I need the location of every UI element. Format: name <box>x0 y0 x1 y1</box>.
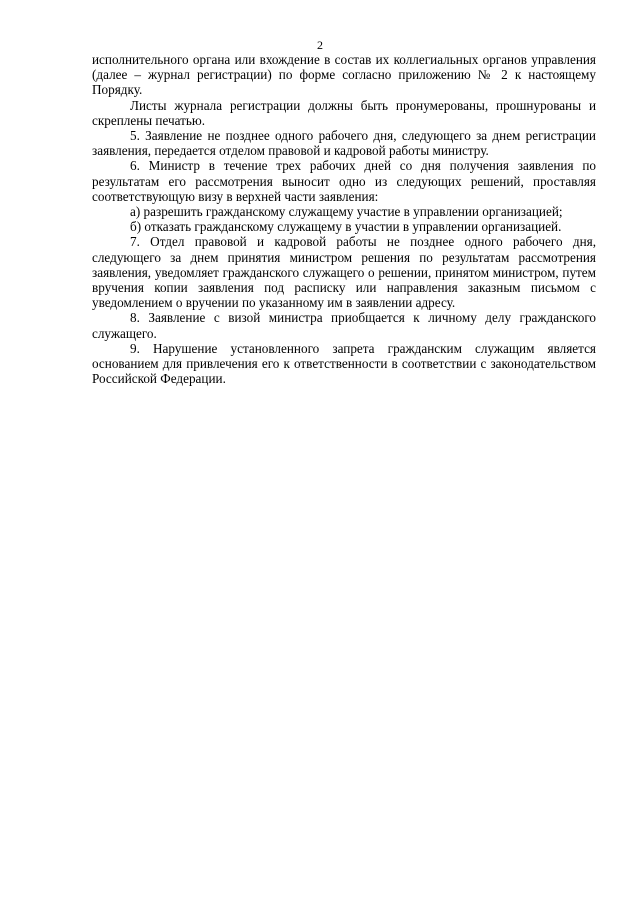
paragraph-item-7: 7. Отдел правовой и кадровой работы не позднее одного рабочего дня, следующего за днем принятия министром решения по результатам рассмотрения заявления, уведомляет гражданского служащего о решении, принятом министром, путем вручения копии заявления под расписку или направления заказным письмом с уведомлением о вручении по указанному им в заявлении адресу. <box>92 234 596 311</box>
paragraph-item-6: 6. Министр в течение трех рабочих дней со дня получения заявления по результатам его рассмотрения выносит одно из следующих решений, проставляя соответствующую визу в верхней части заявления: <box>92 158 596 204</box>
paragraph-continuation: исполнительного органа или вхождение в состав их коллегиальных органов управления (далее – журнал регистрации) по форме согласно приложению № 2 к настоящему Порядку. <box>92 52 596 98</box>
page-number: 2 <box>317 38 323 52</box>
document-body <box>92 52 596 386</box>
paragraph-item-6b: б) отказать гражданскому служащему в участии в управлении организацией. <box>130 219 562 235</box>
paragraph-journal-sheets: Листы журнала регистрации должны быть пронумерованы, прошнурованы и скреплены печатью. <box>92 97 596 128</box>
paragraph-item-5: 5. Заявление не позднее одного рабочего дня, следующего за днем регистрации заявления, передается отделом правовой и кадровой работы министру. <box>92 128 596 159</box>
paragraph-item-6a: а) разрешить гражданскому служащему участие в управлении организацией; <box>130 204 563 220</box>
paragraph-item-8: 8. Заявление с визой министра приобщается к личному делу гражданского служащего. <box>92 310 596 341</box>
paragraph-item-9: 9. Нарушение установленного запрета гражданским служащим является основанием для привлечения его к ответственности в соответствии с законодательством Российской Федерации. <box>92 340 596 387</box>
